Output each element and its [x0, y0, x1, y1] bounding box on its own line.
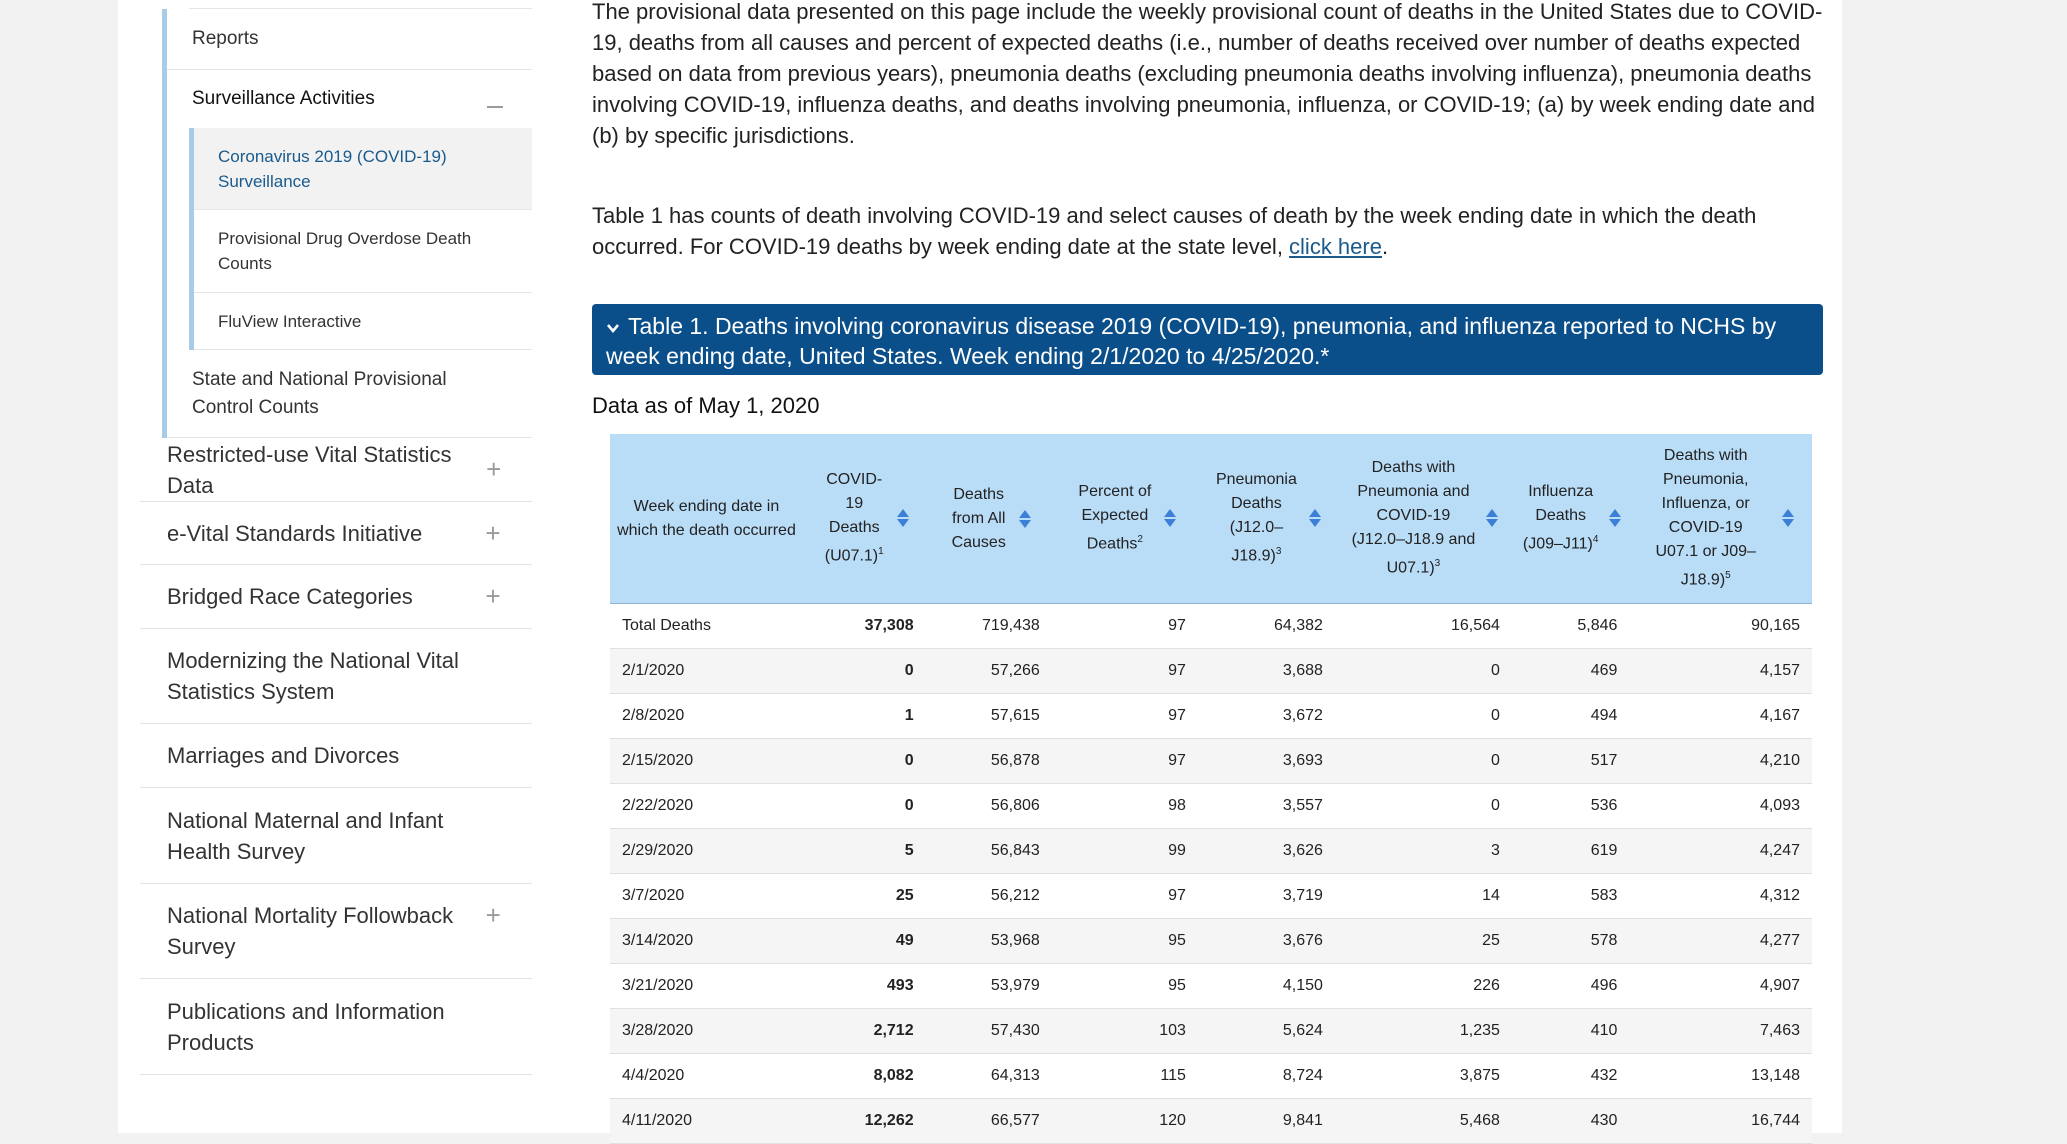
- cell-pneumonia-influenza-covid: 4,167: [1629, 694, 1812, 739]
- sidebar-item-restricted-use[interactable]: [140, 438, 532, 502]
- sort-icon[interactable]: [1019, 510, 1031, 528]
- cell-pneumonia-covid: 0: [1335, 649, 1512, 694]
- table-row-total: [610, 604, 1812, 649]
- cell-percent-expected: 97: [1052, 739, 1198, 784]
- cell-covid-deaths: 0: [803, 739, 926, 784]
- deaths-table: [610, 434, 1812, 1144]
- nav-subgroup: [162, 9, 532, 438]
- cell-week: 2/22/2020: [610, 784, 803, 829]
- table-row: [610, 1099, 1812, 1144]
- plus-icon[interactable]: +: [486, 454, 502, 484]
- sidebar-item-state-national[interactable]: [167, 350, 532, 438]
- column-header-pneumonia-covid[interactable]: Deaths with Pneumonia and COVID-19 (J12.0–J18.9 and U07.1)$^3$: [1335, 434, 1512, 604]
- sidebar-item-surveillance-activities[interactable]: [167, 70, 532, 128]
- cell-pneumonia-influenza-covid: 4,277: [1629, 919, 1812, 964]
- sidebar-item-label: Reports: [192, 28, 259, 49]
- cell-influenza: 496: [1512, 964, 1630, 1009]
- column-header-percent-expected[interactable]: Percent of Expected Deaths$^2$: [1052, 434, 1198, 604]
- cell-all-causes: 56,878: [926, 739, 1052, 784]
- table-row: [610, 1054, 1812, 1099]
- cell-pneumonia-covid: 226: [1335, 964, 1512, 1009]
- sidebar-item-label: State and National Provisional Control Counts: [192, 368, 447, 418]
- table-row: [610, 694, 1812, 739]
- cell-percent-expected: 115: [1052, 1054, 1198, 1099]
- cell-influenza: 5,846: [1512, 604, 1630, 649]
- sidebar-item-maternal-infant[interactable]: [140, 788, 532, 884]
- table-header-row: [610, 434, 1812, 604]
- table-note-suffix: .: [1381, 234, 1389, 259]
- column-header-pneumonia-influenza-covid[interactable]: Deaths with Pneumonia, Influenza, or COVID-19 U07.1 or J09–J18.9)$^5$: [1629, 434, 1812, 604]
- cell-pneumonia-covid: 0: [1335, 784, 1512, 829]
- cell-percent-expected: 95: [1052, 964, 1198, 1009]
- cell-pneumonia: 8,724: [1198, 1054, 1335, 1099]
- cell-percent-expected: 97: [1052, 874, 1198, 919]
- cell-all-causes: 719,438: [926, 604, 1052, 649]
- sidebar-item-label: National Mortality Followback Survey: [167, 903, 454, 959]
- cell-covid-deaths: 493: [803, 964, 926, 1009]
- sidebar-item-label: Modernizing the National Vital Statistics System: [167, 648, 459, 704]
- plus-icon[interactable]: +: [485, 581, 501, 611]
- cell-covid-deaths: 2,712: [803, 1009, 926, 1054]
- cell-pneumonia: 9,841: [1198, 1099, 1335, 1144]
- nav-subsubgroup: [189, 128, 532, 350]
- cell-week: 2/29/2020: [610, 829, 803, 874]
- cell-covid-deaths: 12,262: [803, 1099, 926, 1144]
- table-1-accordion-header[interactable]: [592, 304, 1823, 375]
- sidebar-item-drug-overdose[interactable]: [194, 210, 532, 293]
- sort-icon[interactable]: [1309, 509, 1321, 527]
- sort-icon[interactable]: [897, 509, 909, 527]
- sidebar-item-modernizing[interactable]: [140, 629, 532, 724]
- cell-influenza: 619: [1512, 829, 1630, 874]
- plus-icon[interactable]: +: [485, 900, 501, 930]
- column-header-week[interactable]: Week ending date in which the death occurred: [610, 434, 803, 604]
- sidebar-nav: [140, 0, 532, 1075]
- cell-all-causes: 57,615: [926, 694, 1052, 739]
- sidebar-item-marriages[interactable]: [140, 724, 532, 788]
- cell-influenza: 432: [1512, 1054, 1630, 1099]
- sidebar-item-mortality-followback[interactable]: [140, 884, 532, 979]
- cell-percent-expected: 120: [1052, 1099, 1198, 1144]
- cell-all-causes: 53,979: [926, 964, 1052, 1009]
- cell-pneumonia: 3,672: [1198, 694, 1335, 739]
- sidebar-item-label: National Maternal and Infant Health Survey: [167, 807, 444, 864]
- table-row: [610, 784, 1812, 829]
- cell-percent-expected: 98: [1052, 784, 1198, 829]
- page-container: [118, 0, 1842, 1133]
- sidebar-item-label: Coronavirus 2019 (COVID-19) Surveillance: [218, 146, 447, 191]
- cell-influenza: 578: [1512, 919, 1630, 964]
- collapse-icon[interactable]: [483, 84, 507, 115]
- chevron-down-icon: [606, 321, 620, 335]
- cell-influenza: 494: [1512, 694, 1630, 739]
- table-note-paragraph: [592, 200, 1826, 262]
- cell-week: 2/1/2020: [610, 649, 803, 694]
- cell-percent-expected: 95: [1052, 919, 1198, 964]
- cell-pneumonia-influenza-covid: 4,247: [1629, 829, 1812, 874]
- cell-influenza: 517: [1512, 739, 1630, 784]
- cell-percent-expected: 103: [1052, 1009, 1198, 1054]
- sidebar-item-label: Bridged Race Categories: [167, 584, 413, 609]
- cell-pneumonia: 3,719: [1198, 874, 1335, 919]
- column-header-pneumonia[interactable]: Pneumonia Deaths $(J12.0-J18.9)^3$: [1198, 434, 1335, 604]
- sidebar-item-label: e-Vital Standards Initiative: [167, 520, 423, 546]
- cell-influenza: 583: [1512, 874, 1630, 919]
- cell-pneumonia-influenza-covid: 4,210: [1629, 739, 1812, 784]
- table-row: [610, 874, 1812, 919]
- cell-pneumonia-influenza-covid: 7,463: [1629, 1009, 1812, 1054]
- table-row: [610, 919, 1812, 964]
- cell-pneumonia-influenza-covid: 4,907: [1629, 964, 1812, 1009]
- table-note-text: Table 1 has counts of death involving COVID-19 and select causes of death by the week ending date in which the death occurred. For COVID-19 deaths by week ending date at the state level,: [592, 203, 1757, 259]
- cell-week: 3/7/2020: [610, 874, 803, 919]
- cell-influenza: 536: [1512, 784, 1630, 829]
- column-header-all-causes[interactable]: Deaths from All Causes: [926, 434, 1052, 604]
- sidebar-item-publications[interactable]: [140, 979, 532, 1075]
- table-title: Table 1. Deaths involving coronavirus disease 2019 (COVID-19), pneumonia, and influenza reported to NCHS by week ending date, United States. Week ending 2/1/2020 to 4/25/2020.*: [606, 313, 1777, 369]
- cell-influenza: 469: [1512, 649, 1630, 694]
- cell-all-causes: 66,577: [926, 1099, 1052, 1144]
- cell-pneumonia-covid: 0: [1335, 694, 1512, 739]
- cell-pneumonia-covid: 3,875: [1335, 1054, 1512, 1099]
- cell-covid-deaths: 0: [803, 649, 926, 694]
- cell-all-causes: 56,843: [926, 829, 1052, 874]
- cell-percent-expected: 97: [1052, 604, 1198, 649]
- sidebar-item-covid19-surveillance[interactable]: [194, 128, 532, 210]
- cell-pneumonia-influenza-covid: 13,148: [1629, 1054, 1812, 1099]
- column-header-covid-deaths[interactable]: COVID-19 Deaths $(U07.1)^1$: [803, 434, 926, 604]
- cell-influenza: 430: [1512, 1099, 1630, 1144]
- sort-icon[interactable]: [1609, 509, 1621, 527]
- cell-pneumonia-covid: 25: [1335, 919, 1512, 964]
- cell-pneumonia: 3,693: [1198, 739, 1335, 784]
- column-header-influenza[interactable]: Influenza Deaths $(J09-J11)^4$: [1512, 434, 1630, 604]
- table-body: [610, 604, 1812, 1144]
- cell-week: 3/14/2020: [610, 919, 803, 964]
- sidebar-item-fluview[interactable]: [194, 293, 532, 350]
- sidebar-item-reports[interactable]: [167, 9, 532, 70]
- cell-week: 2/8/2020: [610, 694, 803, 739]
- sort-icon[interactable]: [1486, 509, 1498, 527]
- sort-icon[interactable]: [1782, 509, 1794, 527]
- sidebar-item-label: Publications and Information Products: [167, 998, 445, 1055]
- cell-covid-deaths: 1: [803, 694, 926, 739]
- cell-pneumonia: 3,557: [1198, 784, 1335, 829]
- cell-pneumonia: 64,382: [1198, 604, 1335, 649]
- plus-icon[interactable]: +: [485, 517, 501, 548]
- cell-all-causes: 64,313: [926, 1054, 1052, 1099]
- cell-pneumonia-covid: 1,235: [1335, 1009, 1512, 1054]
- cell-pneumonia: 4,150: [1198, 964, 1335, 1009]
- cell-pneumonia-covid: 14: [1335, 874, 1512, 919]
- cell-week: 3/28/2020: [610, 1009, 803, 1054]
- cell-pneumonia: 3,626: [1198, 829, 1335, 874]
- cell-all-causes: 56,212: [926, 874, 1052, 919]
- cell-all-causes: 56,806: [926, 784, 1052, 829]
- cell-covid-deaths: 37,308: [803, 604, 926, 649]
- cell-pneumonia-covid: 3: [1335, 829, 1512, 874]
- sidebar-item-e-vital[interactable]: [140, 502, 532, 565]
- table-row: [610, 1009, 1812, 1054]
- table-row: [610, 829, 1812, 874]
- cell-week: 2/15/2020: [610, 739, 803, 784]
- click-here-link[interactable]: click here: [1289, 234, 1382, 259]
- cell-pneumonia-influenza-covid: 4,093: [1629, 784, 1812, 829]
- cell-week: 4/4/2020: [610, 1054, 803, 1099]
- sidebar-item-label: Provisional Drug Overdose Death Counts: [218, 229, 472, 273]
- cell-covid-deaths: 25: [803, 874, 926, 919]
- cell-week: 4/11/2020: [610, 1099, 803, 1144]
- cell-covid-deaths: 0: [803, 784, 926, 829]
- cell-pneumonia: 3,688: [1198, 649, 1335, 694]
- cell-pneumonia-influenza-covid: 4,157: [1629, 649, 1812, 694]
- cell-pneumonia: 3,676: [1198, 919, 1335, 964]
- cell-pneumonia-covid: 16,564: [1335, 604, 1512, 649]
- cell-week: 3/21/2020: [610, 964, 803, 1009]
- intro-paragraph: The provisional data presented on this page include the weekly provisional count of deaths in the United States due to COVID-19, deaths from all causes and percent of expected deaths (i.e., number of deaths received over number of deaths expected based on data from previous years), pneumonia deaths (excluding pneumonia deaths involving influenza), pneumonia deaths involving COVID-19, influenza deaths, and deaths involving pneumonia, influenza, or COVID-19; (a) by week ending date and (b) by specific jurisdictions.: [592, 0, 1823, 148]
- cell-pneumonia-influenza-covid: 90,165: [1629, 604, 1812, 649]
- cell-week: Total Deaths: [610, 604, 803, 649]
- cell-covid-deaths: 8,082: [803, 1054, 926, 1099]
- nav-divider: [189, 0, 532, 9]
- table-row: [610, 739, 1812, 784]
- sidebar-item-label: Surveillance Activities: [192, 88, 375, 109]
- cell-all-causes: 53,968: [926, 919, 1052, 964]
- sidebar-item-label: FluView Interactive: [218, 311, 362, 331]
- cell-pneumonia-covid: 5,468: [1335, 1099, 1512, 1144]
- cell-all-causes: 57,430: [926, 1009, 1052, 1054]
- cell-pneumonia: 5,624: [1198, 1009, 1335, 1054]
- cell-covid-deaths: 49: [803, 919, 926, 964]
- cell-pneumonia-influenza-covid: 16,744: [1629, 1099, 1812, 1144]
- cell-percent-expected: 97: [1052, 694, 1198, 739]
- table-row: [610, 649, 1812, 694]
- cell-pneumonia-covid: 0: [1335, 739, 1512, 784]
- sidebar-item-label: Restricted-use Vital Statistics Data: [167, 441, 452, 498]
- cell-pneumonia-influenza-covid: 4,312: [1629, 874, 1812, 919]
- data-as-of: Data as of May 1, 2020: [592, 393, 820, 418]
- cell-all-causes: 57,266: [926, 649, 1052, 694]
- cell-covid-deaths: 5: [803, 829, 926, 874]
- table-row: [610, 964, 1812, 1009]
- cell-percent-expected: 99: [1052, 829, 1198, 874]
- sidebar-item-bridged-race[interactable]: [140, 565, 532, 629]
- cell-percent-expected: 97: [1052, 649, 1198, 694]
- cell-influenza: 410: [1512, 1009, 1630, 1054]
- sidebar-item-label: Marriages and Divorces: [167, 743, 400, 768]
- sort-icon[interactable]: [1164, 509, 1176, 527]
